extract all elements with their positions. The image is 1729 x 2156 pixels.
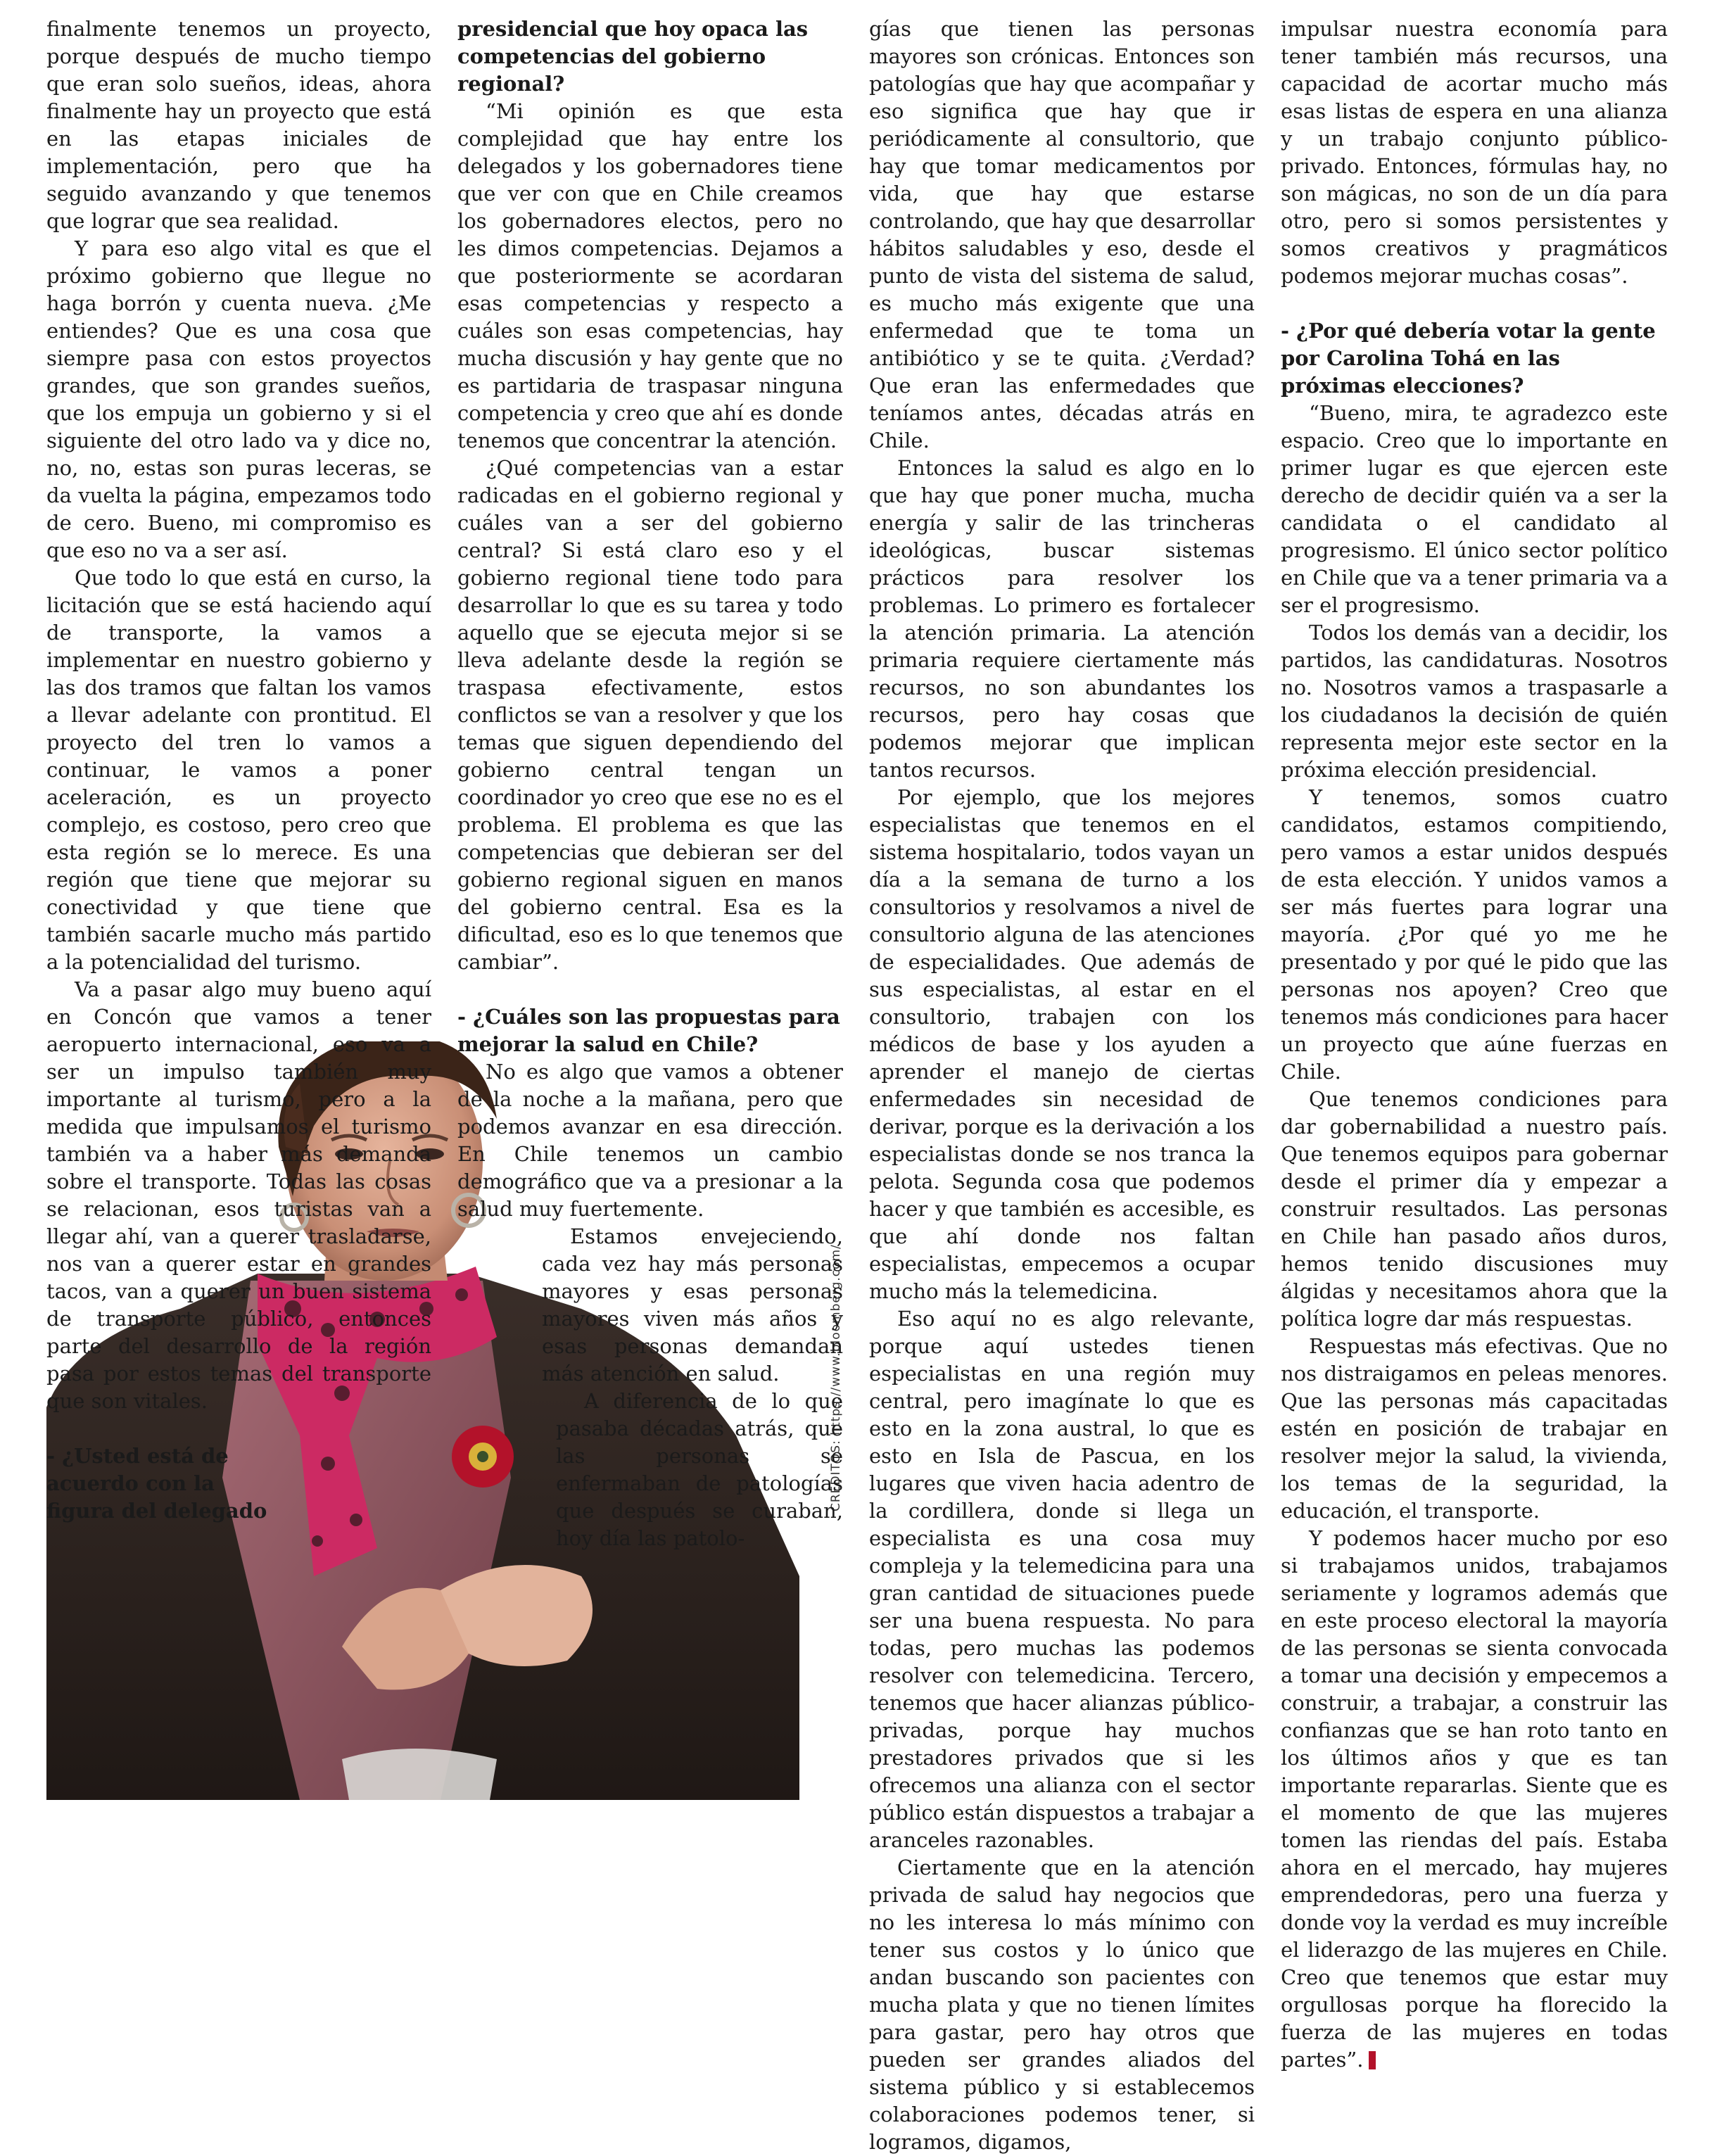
paragraph: Estamos envejeciendo, cada vez hay más personas mayores y esas personas mayores viven más años y esas personas demandan más atención en salud.: [542, 1224, 843, 1385]
article-column-4: [1281, 15, 1668, 2074]
paragraph: [46, 976, 431, 1415]
spacer: [1281, 290, 1668, 317]
article-column-3: [869, 15, 1255, 2156]
paragraph: Que tenemos condiciones para dar gobernabilidad a nuestro país. Que tenemos equipos para gobernar desde el primer día y empezar a construir resultados. Las personas en Chile han pasado años duros, hemos tenido discusiones muy álgidas y necesitamos ahora que la política logre dar más respuestas.: [1281, 1087, 1668, 1331]
paragraph: “Mi opinión es que esta complejidad que hay entre los delegados y los gobernadores tiene que ver con que en Chile creamos los gobernadores electos, pero no les dimos competencias. Dejamos a que posteriormente se acordaran esas competencias y respecto a cuáles son esas competencias, hay mucha discusión y hay gente que no es partidaria de traspasar ninguna competencia y creo que ahí es donde tenemos que concentrar la atención.: [457, 99, 843, 452]
question-heading: - ¿Cuáles son las propuestas para mejorar la salud en Chile?: [457, 1005, 840, 1056]
paragraph: Y tenemos, somos cuatro candidatos, estamos compitiendo, pero vamos a estar unidos después de esta elección. Y unidos vamos a ser más fuertes para lograr una mayoría. ¿Por qué yo me he presentado y por qué le pido que las personas nos apoyen? Creo que tenemos más condiciones para hacer un proyecto que aúne fuerzas en Chile.: [1281, 785, 1668, 1084]
photo-credit: CREDITOS: https://www.bloomberg.com/: [829, 1244, 843, 1511]
spacer: [46, 1415, 431, 1442]
paragraph: Respuestas más efectivas. Que no nos distraigamos en peleas menores. Que las personas más capacitadas estén en posición de trabajar en resolver mejor la salud, la vivienda, los temas de la seguridad, la educación, el transporte.: [1281, 1334, 1668, 1523]
end-of-article-mark: [1369, 2051, 1376, 2069]
spacer: [457, 976, 843, 1003]
paragraph: Por ejemplo, que los mejores especialistas que tenemos en el sistema hospitalario, todos vayan un día a la semana de turno a los consultorios y resolvamos a nivel de consultorio alguna de las atenciones de especialidades. Que además de sus especialistas, al estar en el consultorio, trabajen con los médicos de base y los ayuden a aprender el manejo de ciertas enfermedades sin necesidad de derivar, porque es la derivación a los especialistas donde se nos tranca la pelota. Segunda cosa que podemos hacer y que también es accesible, es que ahí donde nos faltan especialistas, empecemos a ocupar mucho más la telemedicina.: [869, 785, 1255, 1303]
paragraph: No es algo que vamos a obtener de la noche a la mañana, pero que podemos avanzar en esa dirección. En Chile tenemos un cambio demográfico que va a presionar a la salud muy fuertemente.: [457, 1060, 843, 1221]
paragraph: impulsar nuestra economía para tener también más recursos, una capacidad de acortar mucho más esas listas de espera en una alianza y un trabajo conjunto público-privado. Entonces, fórmulas hay, no son mágicas, no son de un día para otro, pero si somos persistentes y somos creativos y pragmáticos podemos mejorar muchas cosas”.: [1281, 17, 1668, 288]
paragraph: Eso aquí no es algo relevante, porque aquí ustedes tienen especialistas en una región muy central, pero imagínate lo que es esto en la zona austral, lo que es esto en Isla de Pascua, en los lugares que viven hacia adentro de la cordillera, donde si llega un especialista es una cosa muy compleja y la telemedicina para una gran cantidad de situaciones puede ser una buena respuesta. No para todas, pero muchas las podemos resolver con telemedicina. Tercero, tenemos que hacer alianzas público-privadas, porque hay muchos prestadores privados que si les ofrecemos una alianza con el sector público están dispuestos a trabajar a aranceles razonables.: [869, 1307, 1255, 1852]
article-column-2: [457, 15, 843, 1552]
paragraph: finalmente tenemos un proyecto, porque después de mucho tiempo que eran solo sueños, ideas, ahora finalmente hay un proyecto que está en las etapas iniciales de implementación, pero que ha seguido avanzando y que tenemos que lograr que sea realidad.: [46, 17, 431, 233]
paragraph: [1281, 1525, 1668, 2074]
paragraph: A diferencia de lo que pasaba décadas atrás, que las personas se enfermaban de patologías que después se curaban, hoy día las patolo-: [556, 1389, 843, 1550]
article-column-1: [46, 15, 431, 1525]
paragraph: Y para eso algo vital es que el próximo gobierno que llegue no haga borrón y cuenta nueva. ¿Me entiendes? Que es una cosa que siempre pasa con estos proyectos grandes, que son grandes sueños, que los empuja un gobierno y si el siguiente del otro lado va y dice no, no, no, estas son puras leceras, se da vuelta la página, empezamos todo de cero. Bueno, mi compromiso es que eso no va a ser así.: [46, 236, 431, 562]
paragraph: Que todo lo que está en curso, la licitación que se está haciendo aquí de transporte, la vamos a implementar en nuestro gobierno y las dos tramos que faltan los vamos a llevar adelante con prontitud. El proyecto del tren lo vamos a continuar, le vamos a poner aceleración, es un proyecto complejo, es costoso, pero creo que esta región se lo merece. Es una región que tiene que mejorar su conectividad y que tiene que también sacarle mucho más partido a la potencialidad del turismo.: [46, 566, 431, 974]
paragraph: Entonces la salud es algo en lo que hay que poner mucha, mucha energía y salir de las trincheras ideológicas, buscar sistemas prácticos para resolver los problemas. Lo primero es fortalecer la atención primaria. La atención primaria requiere ciertamente más recursos, no son abundantes los recursos, pero hay cosas que podemos mejorar que implican tantos recursos.: [869, 456, 1255, 782]
paragraph-text: Y podemos hacer mucho por eso si trabajamos unidos, trabajamos seriamente y logramos además que en este proceso electoral la mayoría de las personas se sienta convocada a tomar una decisión y empecemos a construir, a trabajar, a construir las confianzas que se han roto tanto en los últimos años y que es tan importante repararlas. Siente que es el momento de que las mujeres tomen las riendas del país. Estaba ahora en el mercado, hay mujeres emprendedoras, pero una fuerza y donde voy la verdad es muy increíble el liderazgo de las mujeres en Chile. Creo que tenemos que estar muy orgullosas porque ha florecido la fuerza de las mujeres en todas partes”.: [1281, 1526, 1668, 2072]
question-heading: - ¿Usted está de acuerdo con la figura del delegado: [46, 1444, 267, 1523]
paragraph: “Bueno, mira, te agradezco este espacio. Creo que lo importante en primer lugar es que ejercen este derecho de decidir quién va a ser la candidata o el candidato al progresismo. El único sector político en Chile que va a tener primaria va a ser el progresismo.: [1281, 401, 1668, 617]
paragraph: ¿Qué competencias van a estar radicadas en el gobierno regional y cuáles van a ser del gobierno central? Si está claro eso y el gobierno regional tiene todo para desarrollar lo que es su tarea y todo aquello que se ejecuta mejor si se lleva adelante desde la región se traspasa efectivamente, estos conflictos se van a resolver y que los temas que siguen dependiendo del gobierno central tengan un coordinador yo creo que ese no es el problema. El problema es que las competencias que debieran ser del gobierno regional siguen en manos del gobierno central. Esa es la dificultad, eso es lo que tenemos que cambiar”.: [457, 456, 843, 974]
paragraph: Todos los demás van a decidir, los partidos, las candidaturas. Nosotros no. Nosotros vamos a traspasarle a los ciudadanos la decisión de quién representa mejor este sector en la próxima elección presidencial.: [1281, 621, 1668, 782]
paragraph: gías que tienen las personas mayores son crónicas. Entonces son patologías que hay que acompañar y eso significa que hay que ir periódicamente al consultorio, que hay que tomar medicamentos por vida, que hay que estarse controlando, que hay que desarrollar hábitos saludables y eso, desde el punto de vista del sistema de salud, es mucho más exigente que una enfermedad que te toma un antibiótico y se te quita. ¿Verdad? Que eran las enfermedades que teníamos antes, décadas atrás en Chile.: [869, 17, 1255, 452]
question-heading: - ¿Por qué debería votar la gente por Carolina Tohá en las próximas elecciones?: [1281, 319, 1656, 398]
paragraph: Ciertamente que en la atención privada de salud hay negocios que no les interesa lo más mínimo con tener sus costos y lo único que andan buscando son pacientes con mucha plata y que no tienen límites para gastar, pero hay otros que pueden ser grandes aliados del sistema público y si establecemos colaboraciones podemos tener, si logramos, digamos,: [869, 1856, 1255, 2154]
paragraph-text: Va a pasar algo muy bueno aquí en Concón que vamos a tener aeropuerto internacional, eso va a ser un impulso también muy importante al turismo, pero a la medida que impulsamos el turismo también va a haber más demanda sobre el transporte. Todas las cosas se relacionan, esos turistas van a llegar ahí, van a querer trasladarse, nos van a querer estar en grandes tacos, van a querer un buen sistema de transporte público, entonces parte del desarrollo de la región pasa por estos temas del transporte que son vitales.: [46, 977, 431, 1413]
question-heading: presidencial que hoy opaca las competencias del gobierno regional?: [457, 17, 809, 96]
